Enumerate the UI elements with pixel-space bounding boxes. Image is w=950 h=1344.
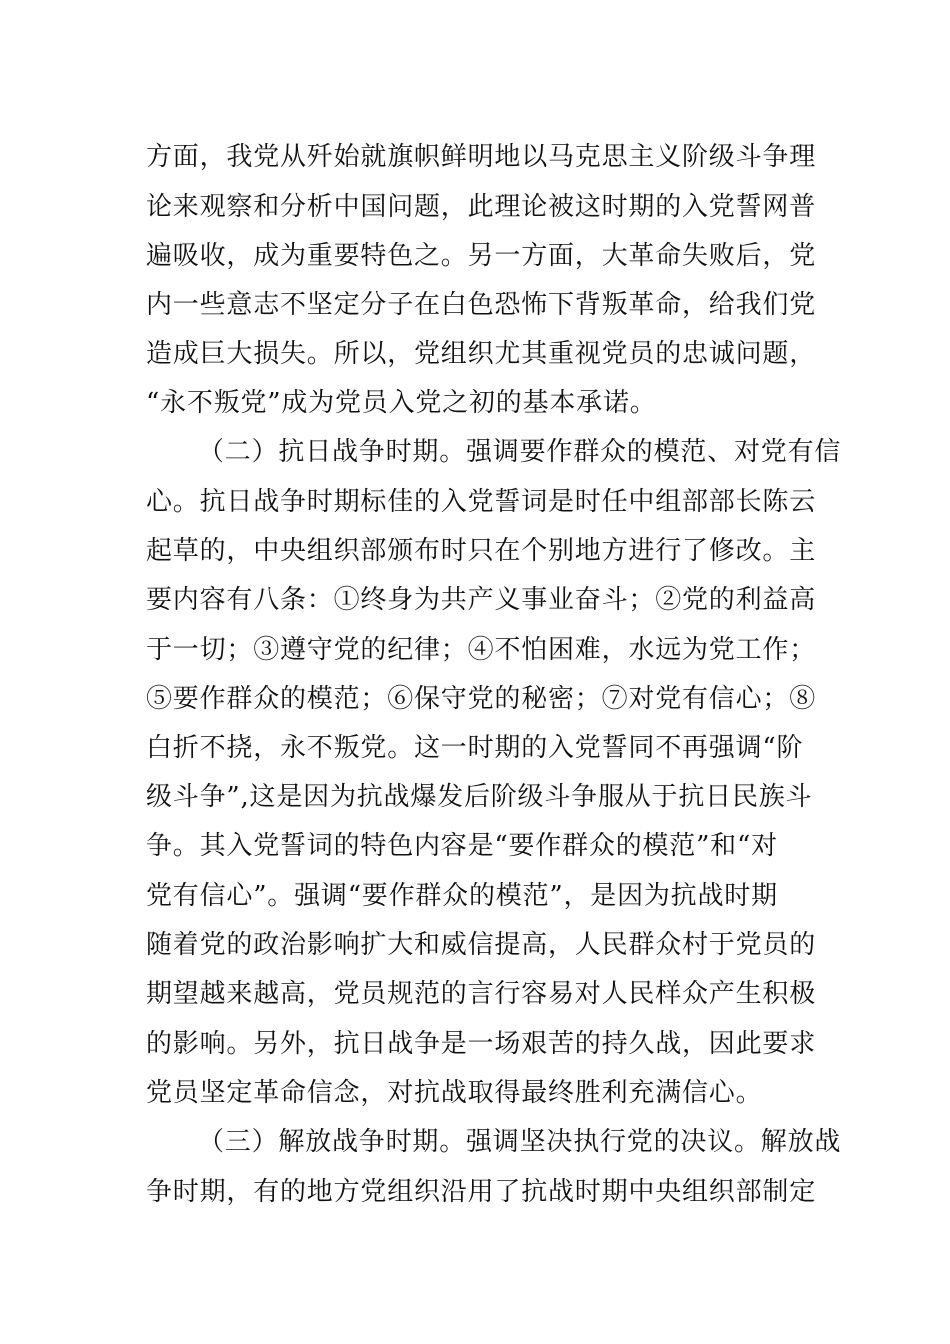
text-line: 党员坚定革命信念，对抗战取得最终胜利充满信心。 [146, 1078, 763, 1108]
text-line: 争时期，有的地方党组织沿用了抗战时期中央组织部制定 [146, 1177, 817, 1207]
text-line: 白折不挠，永不叛党。这一时期的入党誓同不再强调“阶 [146, 733, 804, 763]
text-line: 党有信心”。强调“要作群众的模范”，是因为抗战时期 [146, 881, 778, 911]
text-line: 起草的，中央组织部颁布时只在个别地方进行了修改。主 [146, 536, 817, 566]
text-line: 遍吸收，成为重要特色之。另一方面，大革命失败后，党 [146, 241, 817, 271]
text-line: 心。抗日战争时期标佳的入党誓词是时任中组部部长陈云 [146, 487, 817, 517]
text-line: “永不叛党”成为党员入党之初的基本承诺。 [146, 388, 657, 418]
text-line: 方面，我党从歼始就旗帜鲜明地以马克思主义阶级斗争理 [146, 142, 817, 172]
text-line: 论来观察和分析中国问题，此理论被这时期的入党誓网普 [146, 192, 817, 222]
text-line: 期望越来越高，党员规范的言行容易对人民样众产生积极 [146, 979, 817, 1009]
text-line: 争。其入党誓词的特色内容是“要作群众的模范”和“对 [146, 831, 778, 861]
paragraph-start-line: （三）解放战争时期。强调坚决执行党的决议。解放战 [198, 1127, 842, 1157]
paragraph-start-line: （二）抗日战争时期。强调要作群众的模范、对党有信 [198, 437, 842, 467]
text-line: 的影响。另外，抗日战争是一场艰苦的持久战，因此要求 [146, 1029, 817, 1059]
text-line: 内一些意志不坚定分子在白色恐怖下背叛革命，给我们党 [146, 290, 817, 320]
text-line: ⑤要作群众的模范；⑥保守党的秘密；⑦对党有信心；⑧ [146, 684, 817, 714]
text-line: 造成巨大损失。所以，党组织尤其重视党员的忠诚问题， [146, 339, 817, 369]
text-line: 于一切；③遵守党的纪律；④不怕困难，水远为党工作； [146, 635, 817, 665]
text-line: 要内容有八条：①终身为共产义事业奋斗；②党的利益高 [146, 585, 817, 615]
text-line: 随着党的政治影响扩大和威信提高，人民群众村于党员的 [146, 930, 817, 960]
text-line: 级斗争”,这是因为抗战爆发后阶级斗争服从于抗日民族斗 [146, 782, 813, 812]
